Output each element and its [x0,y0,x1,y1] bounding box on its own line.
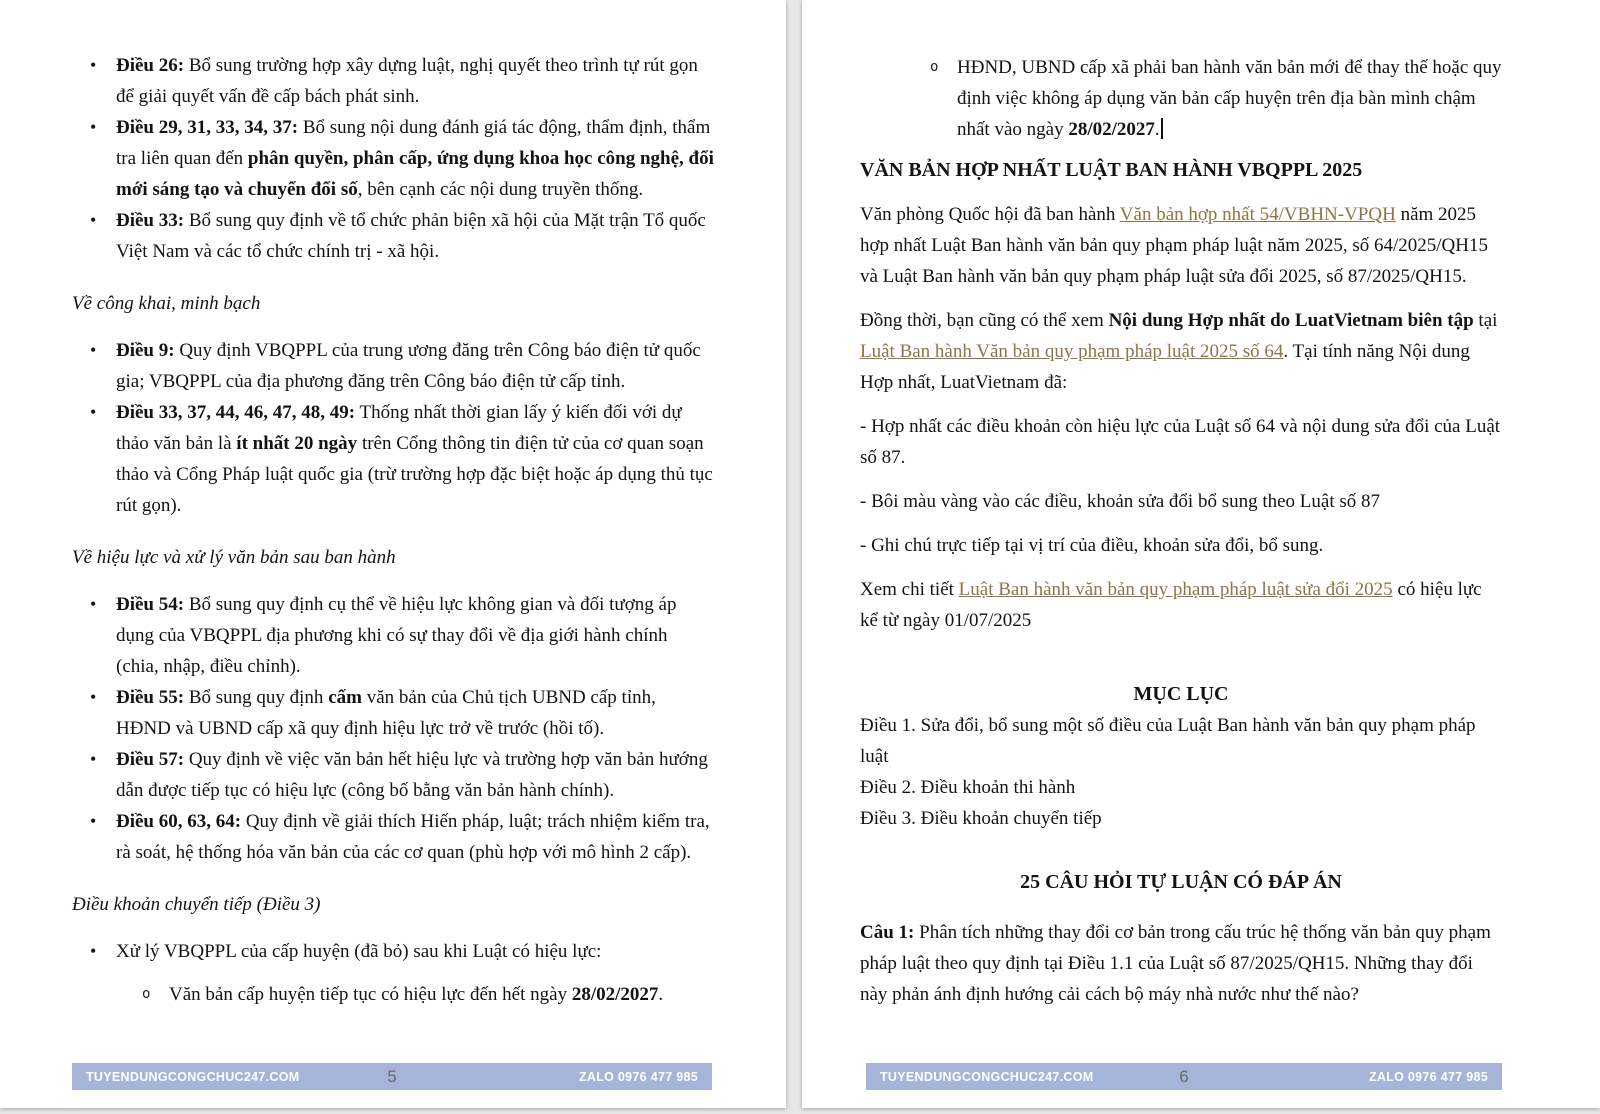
page-5-footer-bar [72,1063,712,1090]
list-item-text [116,335,714,397]
text-run: - Ghi chú trực tiếp tại vị trí của điều, khoản sửa đổi, bổ sung. [860,535,1324,556]
paragraph [860,917,1502,1010]
hyperlink[interactable]: Văn bản hợp nhất 54/VBHN-VPQH [1119,204,1396,225]
text-run: 25 CÂU HỎI TỰ LUẬN CÓ ĐÁP ÁN [1020,871,1342,893]
bullet-dot-icon: • [90,340,97,360]
text-run: Xử lý VBQPPL của cấp huyện (đã bỏ) sau khi Luật có hiệu lực: [116,941,602,962]
text-run: Bổ sung quy định cụ thể về hiệu lực không gian và đối tượng áp dụng của VBQPPL địa phương khi có sự thay đổi về địa giới hành chính (chia, nhập, điều chỉnh). [116,594,677,677]
bullet-item [72,589,714,682]
page-6-footer-bar [866,1063,1502,1090]
bullet-item [72,682,714,744]
bullet-dot-icon: • [90,811,97,831]
list-item-text [116,589,714,682]
list-item-text [116,397,714,521]
bullet-dot-icon: • [90,55,97,75]
text-run: Điều 33: [116,210,185,231]
list-item-text [116,682,714,744]
text-run: Văn phòng Quốc hội đã ban hành [860,204,1120,225]
text-run: năm 2025 hợp nhất Luật Ban hành văn bản quy phạm pháp luật năm 2025, số 64/2025/QH15 và Luật Ban hành văn bản quy phạm pháp luật sửa đổi 2025, số 87/2025/QH15. [860,204,1488,287]
text-run: Điều 54: [116,594,185,615]
text-run: Điều khoản chuyển tiếp (Điều 3) [72,894,321,915]
section-heading-bold [860,155,1502,186]
section-heading-italic [72,542,714,573]
list-item-text [116,205,714,267]
text-run: Điều 33, 37, 44, 46, 47, 48, 49: [116,402,356,423]
text-run: Bổ sung quy định [184,687,329,708]
text-run: Quy định về việc văn bản hết hiệu lực và trường hợp văn bản hướng dẫn được tiếp tục có hiệu lực (công bố bằng văn bản hành chính). [116,749,708,801]
bullet-item [72,806,714,868]
text-run: Về hiệu lực và xử lý văn bản sau ban hành [72,547,396,568]
text-run: 28/02/2027 [1068,119,1155,140]
text-run: Bổ sung trường hợp xây dựng luật, nghị quyết theo trình tự rút gọn để giải quyết vấn đề cấp bách phát sinh. [116,55,698,107]
page-number: 5 [387,1066,397,1086]
paragraph [860,710,1502,772]
bullet-dot-icon: • [90,594,97,614]
text-run: Nội dung Hợp nhất do LuatVietnam biên tập [1108,310,1474,331]
centered-heading [860,867,1502,898]
text-run: Điều 9: [116,340,175,361]
text-run: - Hợp nhất các điều khoản còn hiệu lực của Luật số 64 và nội dung sửa đổi của Luật số 87. [860,416,1501,468]
paragraph [860,574,1502,636]
bullet-dot-icon: • [90,210,97,230]
text-run: Điều 1. Sửa đổi, bổ sung một số điều của Luật Ban hành văn bản quy phạm pháp luật [860,715,1476,767]
text-run: . [1154,119,1160,140]
centered-heading [860,679,1502,710]
paragraph [860,199,1502,292]
page-6-content [802,0,1600,1010]
text-run: Đồng thời, bạn cũng có thể xem [860,310,1109,331]
circle-bullet-icon: o [142,986,151,1002]
list-item-text [169,979,714,1010]
text-run: Quy định VBQPPL của trung ương đăng trên Công báo điện tử quốc gia; VBQPPL của địa phương đăng trên Công báo điện tử cấp tỉnh. [116,340,701,392]
footer-site-text: TUYENDUNGCONGCHUC247.COM [86,1069,300,1084]
text-run: Điều 2. Điều khoản thi hành [860,777,1076,798]
circle-bullet-icon: o [930,59,939,75]
list-item-text [116,50,714,112]
section-heading-italic [72,889,714,920]
page-number: 6 [1179,1066,1189,1086]
bullet-dot-icon: • [90,941,97,961]
footer-zalo-text: ZALO 0976 477 985 [1368,1069,1488,1084]
paragraph [860,305,1502,398]
text-run: văn bản của Chủ tịch UBND cấp tỉnh, HĐND và UBND cấp xã quy định hiệu lực trở về trước (hồi tố). [116,687,656,739]
bullet-item [72,744,714,806]
text-run: VĂN BẢN HỢP NHẤT LUẬT BAN HÀNH VBQPPL 2025 [860,159,1363,181]
text-run: Điều 3. Điều khoản chuyển tiếp [860,808,1102,829]
sub-bullet-item [72,979,714,1010]
paragraph [860,772,1502,803]
text-run: Phân tích những thay đổi cơ bản trong cấu trúc hệ thống văn bản quy phạm pháp luật theo quy định tại Điều 1.1 của Luật số 87/2025/QH15. Những thay đổi này phản ánh định hướng cải cách bộ máy nhà nước như thế nào? [860,922,1491,1005]
footer-site-text: TUYENDUNGCONGCHUC247.COM [880,1069,1094,1084]
text-run: trên Cổng thông tin điện tử của cơ quan soạn thảo và Cổng Pháp luật quốc gia (trừ trường hợp đặc biệt hoặc áp dụng thủ tục rút gọn). [116,433,713,516]
list-item-text [116,112,714,205]
paragraph [860,411,1502,473]
sub-bullet-item [860,52,1502,145]
text-run: Câu 1: [860,922,915,943]
text-run: cấm [328,687,362,708]
list-item-text [116,806,714,868]
bullet-dot-icon: • [90,687,97,707]
bullet-item [72,112,714,205]
text-run: có hiệu lực kể từ ngày 01/07/2025 [860,579,1482,631]
text-run: phân quyền, phân cấp, ứng dụng khoa học công nghệ, đổi mới sáng tạo và chuyển đổi số [116,148,714,200]
text-run: Về công khai, minh bạch [72,293,261,314]
text-run: Điều 60, 63, 64: [116,811,242,832]
text-run: - Bôi màu vàng vào các điều, khoản sửa đổi bổ sung theo Luật số 87 [860,491,1381,512]
text-run: tại [1473,310,1498,331]
bullet-item [72,936,714,967]
text-run: Bổ sung nội dung đánh giá tác động, thẩm định, thẩm tra liên quan đến [116,117,711,169]
paragraph [860,486,1502,517]
bullet-dot-icon: • [90,117,97,137]
list-item-text [116,744,714,806]
bullet-dot-icon: • [90,749,97,769]
paragraph [860,803,1502,834]
text-run: . [658,984,664,1005]
hyperlink[interactable]: Luật Ban hành Văn bản quy phạm pháp luật 2025 số 64 [860,341,1284,362]
text-run: Điều 57: [116,749,185,770]
text-run: HĐND, UBND cấp xã phải ban hành văn bản mới để thay thế hoặc quy định việc không áp dụng văn bản cấp huyện trên địa bàn mình chậm nhất vào ngày [957,57,1502,140]
text-run: Bổ sung quy định về tổ chức phản biện xã hội của Mặt trận Tổ quốc Việt Nam và các tổ chức chính trị - xã hội. [116,210,706,262]
hyperlink[interactable]: Luật Ban hành văn bản quy phạm pháp luật sửa đổi 2025 [958,579,1393,600]
paragraph [860,530,1502,561]
text-run: Xem chi tiết [860,579,959,600]
bullet-dot-icon: • [90,402,97,422]
text-run: Văn bản cấp huyện tiếp tục có hiệu lực đến hết ngày [169,984,572,1005]
section-heading-italic [72,288,714,319]
text-run: MỤC LỤC [1133,683,1229,705]
text-run: Điều 26: [116,55,185,76]
text-run: Điều 29, 31, 33, 34, 37: [116,117,299,138]
text-run: , bên cạnh các nội dung truyền thống. [357,179,644,200]
bullet-item [72,397,714,521]
text-run: Điều 55: [116,687,185,708]
text-run: Quy định về giải thích Hiến pháp, luật; trách nhiệm kiểm tra, rà soát, hệ thống hóa văn bản của các cơ quan (phù hợp với mô hình 2 cấp). [116,811,710,863]
text-cursor [1161,118,1163,139]
footer-zalo-text: ZALO 0976 477 985 [578,1069,698,1084]
list-item-text [957,52,1502,145]
bullet-item [72,205,714,267]
page-5 [0,0,786,1108]
text-run: 28/02/2027 [571,984,659,1005]
text-run: ít nhất 20 ngày [236,433,358,454]
text-run: . Tại tính năng Nội dung Hợp nhất, LuatVietnam đã: [860,341,1470,393]
page-6 [802,0,1600,1108]
list-item-text [116,936,714,967]
text-run: Thống nhất thời gian lấy ý kiến đối với dự thảo văn bản là [116,402,682,454]
page-5-content [0,0,786,1010]
bullet-item [72,50,714,112]
bullet-item [72,335,714,397]
